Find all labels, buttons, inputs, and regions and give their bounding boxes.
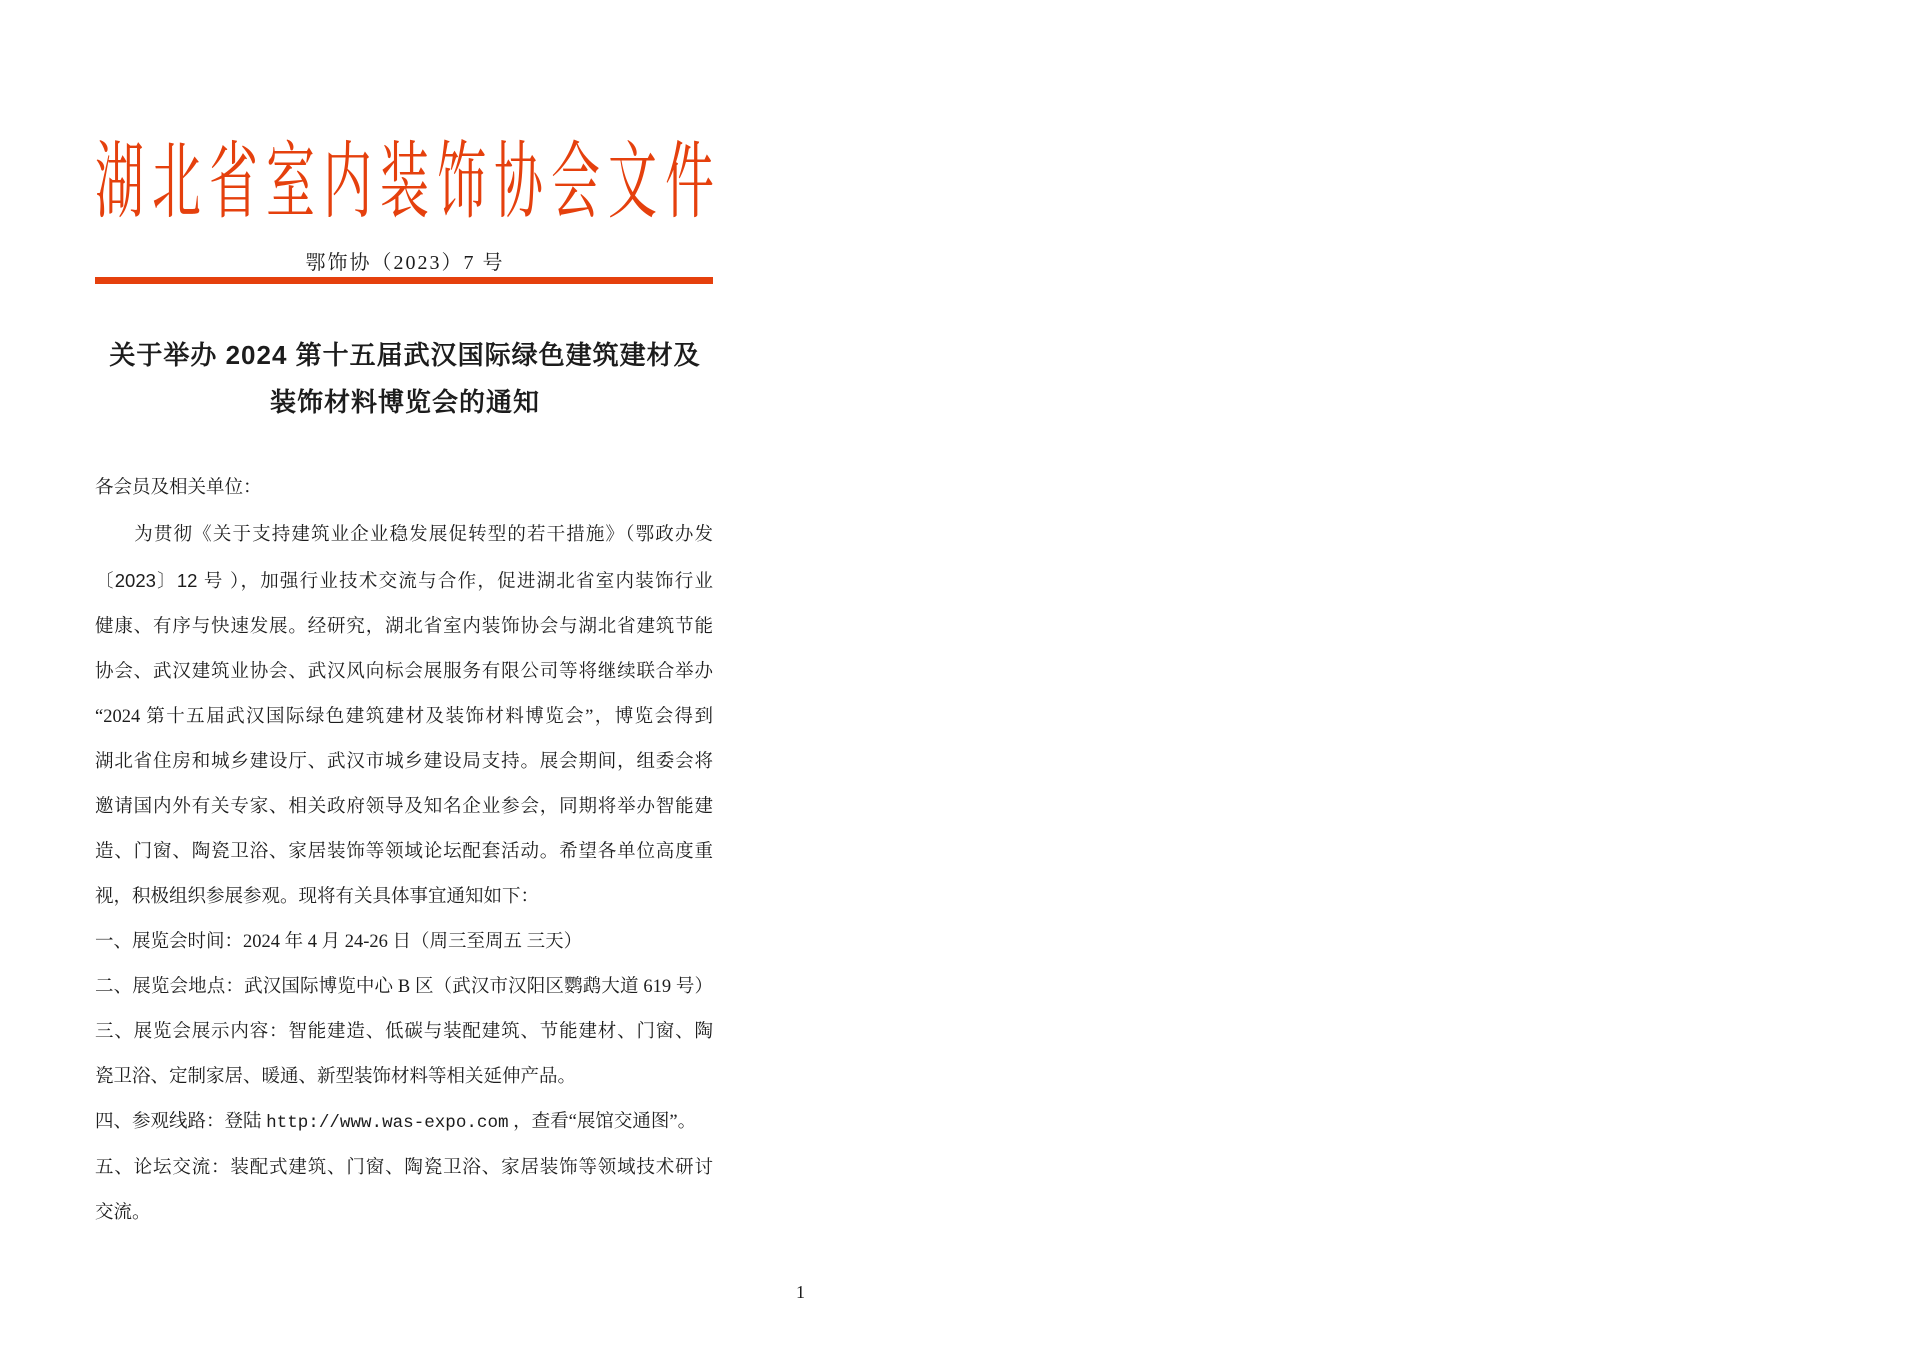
- letterhead-org-title: 湖北省室内装饰协会文件: [95, 134, 723, 230]
- text-line: 瓷卫浴、定制家居、暖通、新型装饰材料等相关延伸产品。: [95, 1067, 577, 1087]
- document-number: 鄂饰协（2023）7 号: [305, 252, 505, 274]
- text-line: 一、展览会时间：2024 年 4 月 24-26 日（周三至周五 三天）: [95, 932, 583, 952]
- text-line: 湖北省住房和城乡建设厅、武汉市城乡建设局支持。展会期间，组委会将: [95, 752, 713, 772]
- text-line: 协会、武汉建筑业协会、武汉风向标会展服务有限公司等将继续联合举办: [95, 662, 713, 682]
- notice-title-line-1: 关于举办 2024 第十五届武汉国际绿色建筑建材及: [109, 340, 701, 370]
- text-line: “2024 第十五届武汉国际绿色建筑建材及装饰材料博览会”，博览会得到: [95, 707, 713, 727]
- text-line: 交流。: [95, 1203, 151, 1223]
- text-line: 健康、有序与快速发展。经研究，湖北省室内装饰协会与湖北省建筑节能: [95, 617, 713, 637]
- page-2: [960, 0, 1920, 1357]
- text-line: 二、展览会地点：武汉国际博览中心 B 区（武汉市汉阳区鹦鹉大道 619 号）: [95, 977, 713, 997]
- text-line: 造、门窗、陶瓷卫浴、家居装饰等领域论坛配套活动。希望各单位高度重: [95, 842, 713, 862]
- notice-title-line-2: 装饰材料博览会的通知: [269, 387, 540, 417]
- text-line: 三、展览会展示内容：智能建造、低碳与装配建筑、节能建材、门窗、陶: [95, 1022, 713, 1042]
- text-line: 邀请国内外有关专家、相关政府领导及知名企业参会，同期将举办智能建: [95, 797, 713, 817]
- notice-title: [55, 332, 755, 426]
- letterhead-divider: [95, 277, 713, 284]
- text-line: 〔2023〕12 号 ），加强行业技术交流与合作，促进湖北省室内装饰行业: [95, 570, 713, 592]
- page-number-1: 1: [796, 1282, 805, 1302]
- page1-body-text: [95, 466, 713, 1236]
- text-line: 四、参观线路：登陆 http://www.was-expo.com ，查看“展馆交通图”。: [95, 1112, 697, 1133]
- text-line: 视，积极组织参展参观。现将有关具体事宜通知如下：: [95, 887, 540, 907]
- text-line: 各会员及相关单位：: [95, 478, 262, 498]
- text-line: 五、论坛交流：装配式建筑、门窗、陶瓷卫浴、家居装饰等领域技术研讨: [95, 1158, 713, 1178]
- text-line: 为贯彻《关于支持建筑业企业稳发展促转型的若干措施》（鄂政办发: [95, 523, 713, 545]
